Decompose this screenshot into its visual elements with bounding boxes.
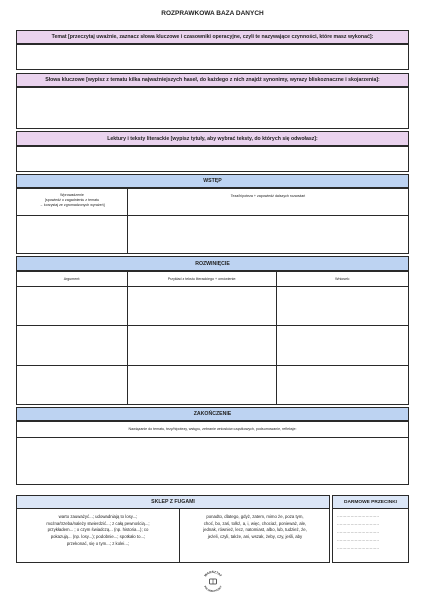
commas-box (332, 495, 409, 563)
connectors-divider (179, 509, 180, 562)
readings-header: Lektury i teksty literackie [wypisz tytuły, aby wybrać teksty, do których się odwołasz]: (16, 131, 409, 146)
ending-row-line (17, 437, 408, 438)
body-header: ROZWINIĘCIE (16, 256, 409, 271)
logo-icon (199, 568, 227, 596)
intro-row-line (17, 215, 408, 216)
ending-answer[interactable] (18, 439, 407, 484)
connectors-right-line: jeżeli, czyli, także, ani, wszak, żeby, czy, jeśli, aby (207, 533, 303, 539)
ending-table (16, 421, 409, 485)
body-col-example: Przykład z tekstu literackiego + omówienie: (167, 277, 237, 281)
keywords-header: Słowa kluczowe [wypisz z tematu kilka najważniejszych haseł, do każdego z nich znajdź synonimy, wyrazy bliskoznaczne i skojarzenia]: (16, 73, 409, 87)
commas-dot-line: ............................... (337, 528, 380, 534)
intro-right-label: Teza/hipoteza + zapowiedź dalszych rozważań (230, 194, 306, 198)
connectors-right-line: ponadto, dlatego, gdyż, zatem, mimo że, poza tym, (206, 514, 304, 519)
connectors-left-line: przekonać, się o tym...; z kolei...; (66, 540, 130, 546)
connectors-box (16, 495, 330, 563)
connectors-left-list (19, 514, 177, 547)
connectors-left-line: przykładem... ; o czym świadczą... (np. historia...); co (47, 527, 149, 533)
logo-top-text: WARSZTAT (203, 569, 223, 578)
connectors-right-line: choć, bo, zaś, tolkż, a, i, więc, chociaż, ponieważ, ale, (203, 520, 307, 526)
body-divider-1 (127, 272, 128, 404)
intro-left-title: Wprowadzenie (60, 193, 84, 197)
body-header-line (17, 286, 408, 287)
connectors-left-line: można/trzeba/należy stwierdzić...; z całą pewnością...; (46, 520, 150, 526)
body-col-conclusion: Wniosek: (335, 277, 350, 281)
connectors-left-line: warto zauważyć...; udowadniają to losy...; (58, 514, 138, 519)
commas-dot-line: ............................... (337, 513, 380, 518)
body-table (16, 271, 409, 405)
intro-left-label (19, 193, 125, 208)
connectors-right-line: jednak, również, lecz, natomiast, albo, lub, tudzież, że, (203, 527, 307, 533)
connectors-header: SKLEP Z FUGAMI (16, 495, 330, 509)
commas-dot-line: ............................... (337, 520, 380, 526)
ending-sub: Nawiązanie do tematu, tezy/hipotezy, wstępu, zebranie wniosków cząstkowych, podsumowanie, refleksje: (128, 427, 297, 431)
intro-left-sub1: [spowiedź o zagadnieniu z tematu (44, 197, 100, 202)
intro-header: WSTĘP (16, 174, 409, 188)
intro-left-answer[interactable] (18, 217, 126, 253)
keywords-answer-area[interactable] (16, 87, 409, 129)
intro-left-sub2: → korzystaj ze zgromadzonych wyrażeń] (39, 202, 105, 207)
body-col-argument: Argument: (63, 277, 81, 281)
body-row-line-1 (17, 325, 408, 326)
logo-bottom-text: POLONISTYCZNY (203, 585, 223, 594)
svg-text:WARSZTAT (203, 570, 222, 578)
intro-divider (127, 189, 128, 253)
connectors-left-line: pokazują... (np. losy...); podobnie...; spotkało to...; (50, 533, 146, 539)
body-row-line-2 (17, 365, 408, 366)
commas-dot-line: ............................... (337, 544, 380, 550)
ending-header: ZAKOŃCZENIE (16, 407, 409, 421)
logo (199, 568, 227, 596)
intro-right-answer[interactable] (129, 217, 407, 253)
readings-answer-area[interactable] (16, 146, 409, 172)
commas-header: DARMOWE PRZECINKI (332, 495, 409, 509)
page-title: ROZPRAWKOWA BAZA DANYCH (161, 10, 264, 17)
commas-dot-line: ............................... (337, 536, 380, 542)
svg-text:POLONISTYCZNY (203, 585, 223, 593)
topic-answer-area[interactable] (16, 44, 409, 70)
commas-dots[interactable] (337, 512, 405, 552)
intro-table (16, 188, 409, 254)
topic-header: Temat [przeczytaj uważnie, zaznacz słowa kluczowe i czasowniki operacyjne, czyli te nazywające czynności, które masz wykonać]: (16, 30, 409, 44)
connectors-right-list (182, 514, 328, 541)
body-divider-2 (276, 272, 277, 404)
